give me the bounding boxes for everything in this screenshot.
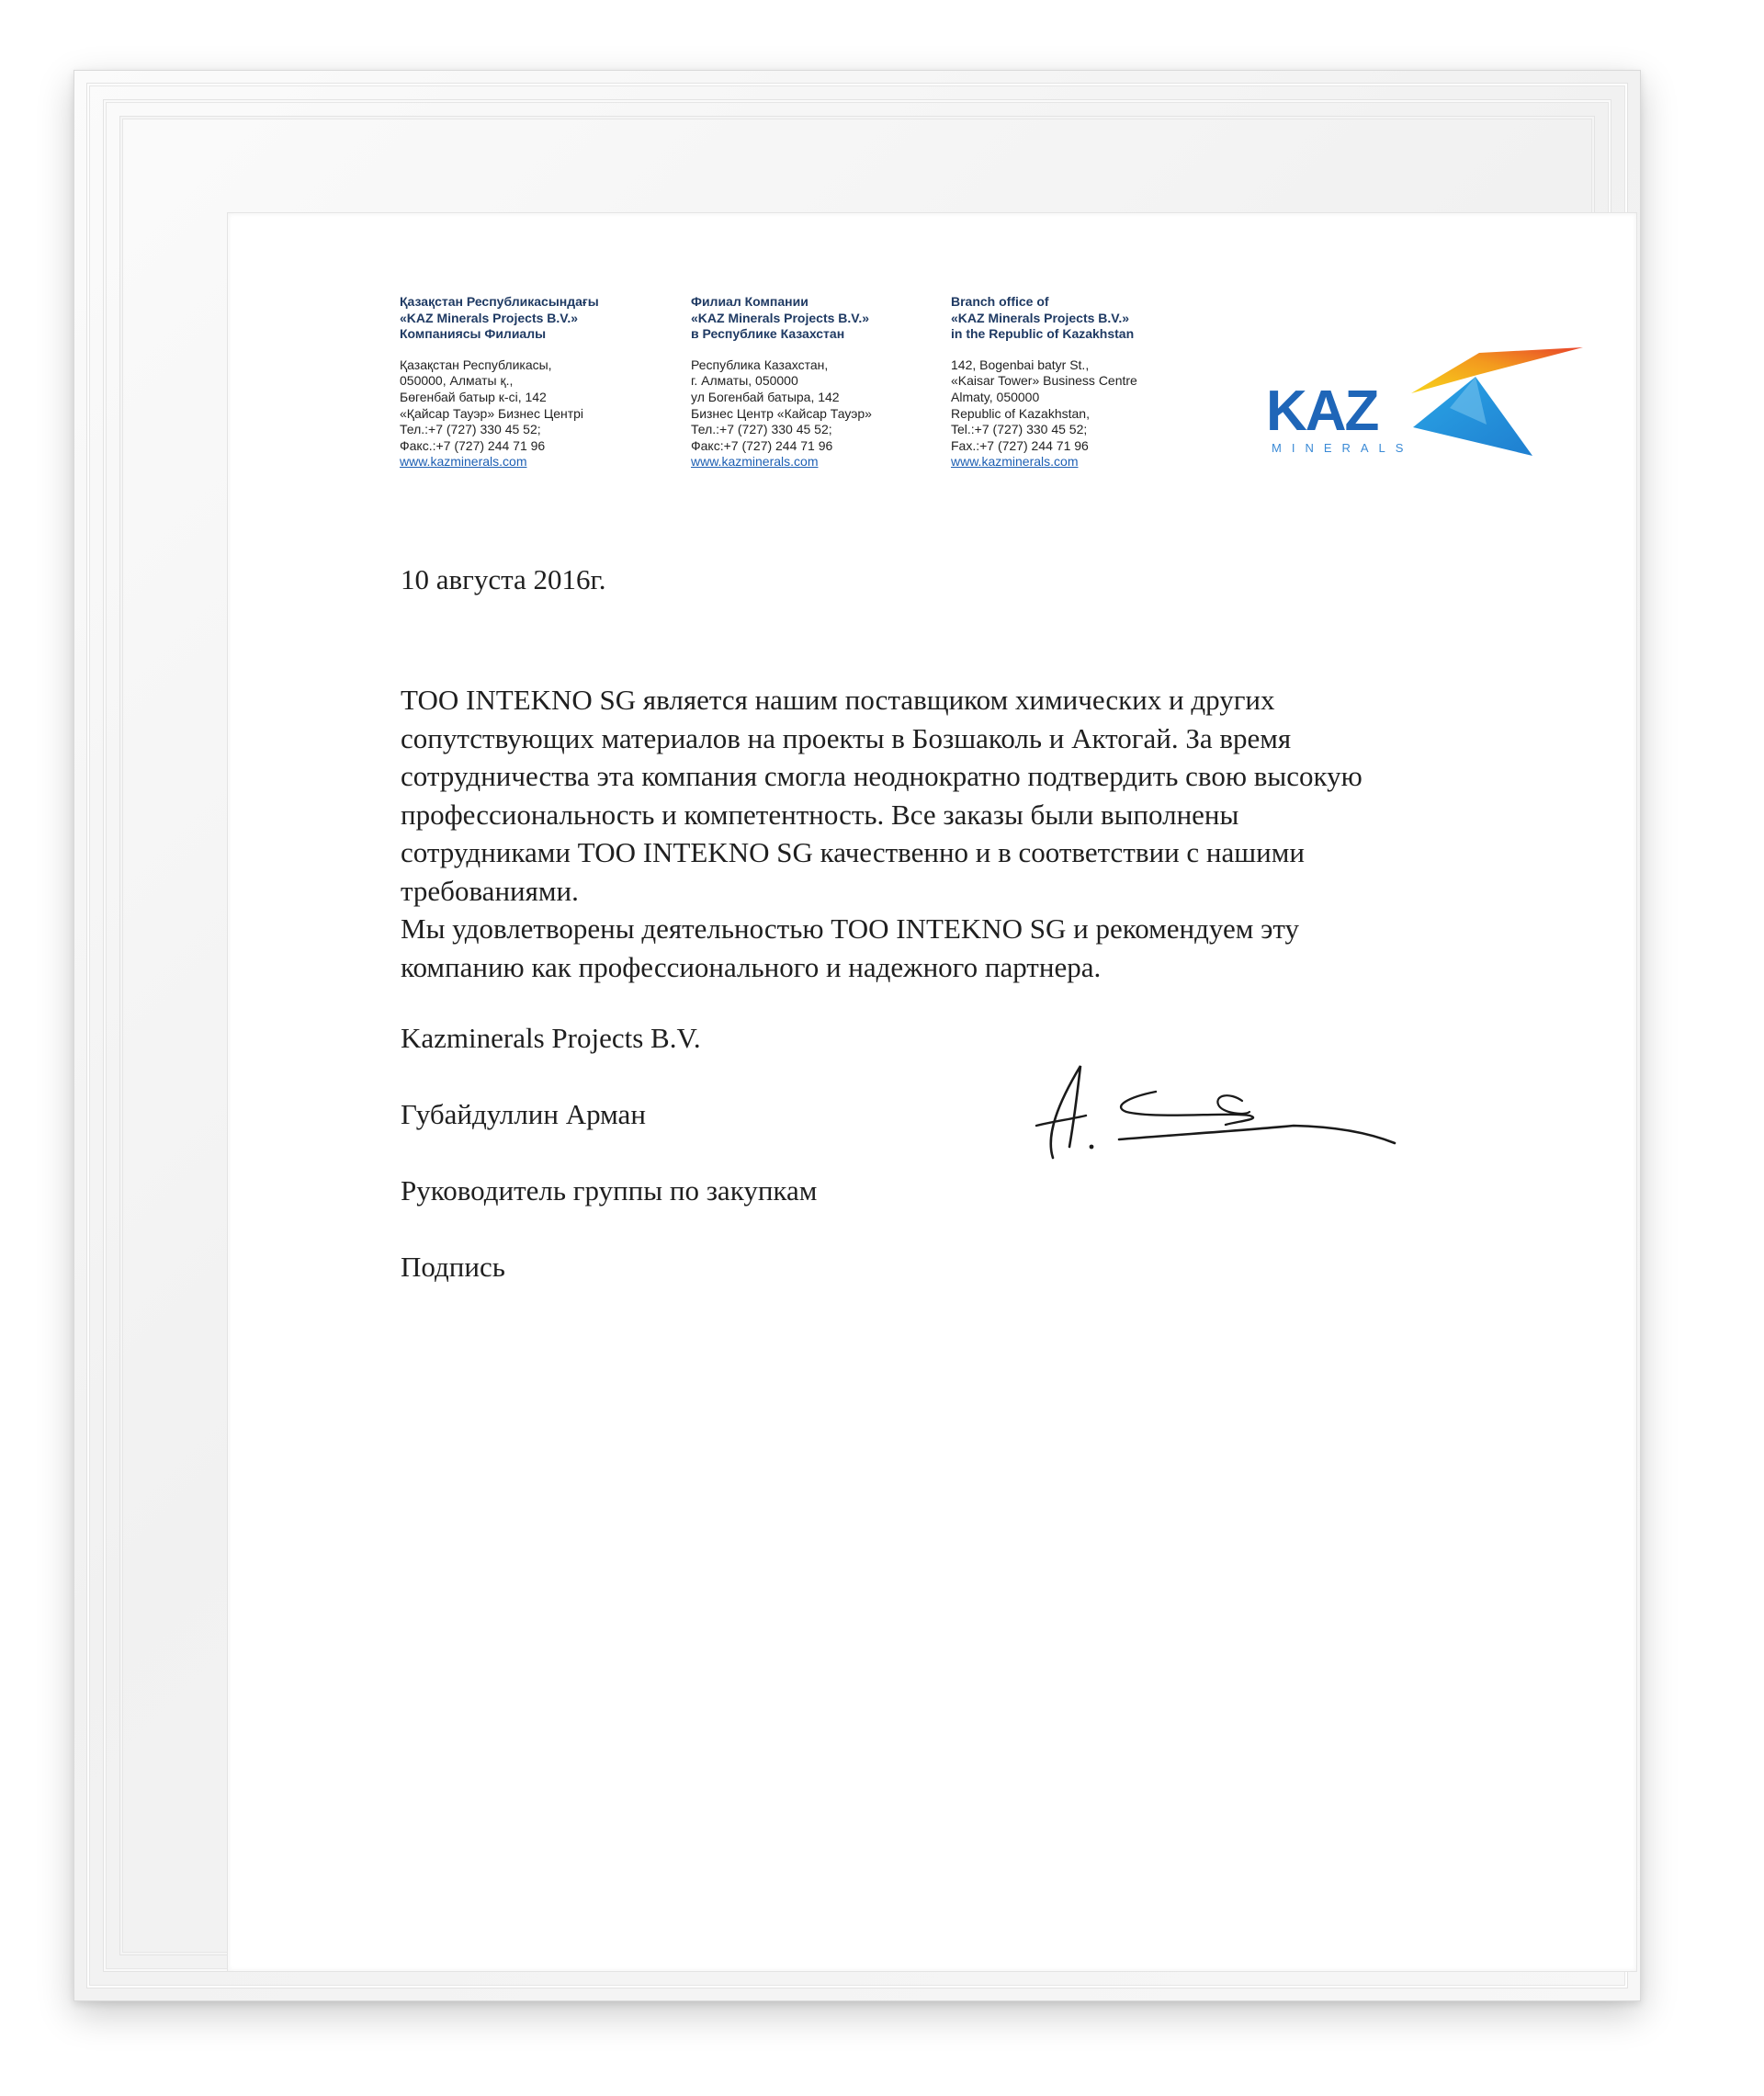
- kz-address-line: Қазақстан Республикасы,: [400, 357, 552, 372]
- signature-label: Подпись: [401, 1251, 505, 1283]
- kz-title-line: Қазақстан Республикасындағы: [400, 294, 599, 309]
- kz-address-line: «Қайсар Тауэр» Бизнес Центрі: [400, 405, 584, 421]
- ru-address-line: Факс:+7 (727) 244 71 96: [691, 437, 833, 453]
- ru-title-line: Филиал Компании: [691, 294, 808, 309]
- body-line: требованиями.: [401, 874, 579, 907]
- en-address-line: Tel.:+7 (727) 330 45 52;: [951, 422, 1088, 437]
- kz-address-line: Бөгенбай батыр к-сі, 142: [400, 389, 547, 404]
- ru-title-line: «KAZ Minerals Projects B.V.»: [691, 310, 870, 325]
- body-line: сопутствующих материалов на проекты в Бозшаколь и Актогай. За время: [401, 721, 1292, 754]
- ru-address-line: ул Богенбай батыра, 142: [691, 389, 840, 404]
- letterhead-ru: [691, 294, 902, 470]
- kz-title-line: Компаниясы Филиалы: [400, 326, 547, 342]
- body-line: сотрудничества эта компания смогла неоднократно подтвердить свою высокую: [401, 760, 1363, 792]
- en-address-line: Almaty, 050000: [951, 389, 1040, 404]
- en-address-line: Republic of Kazakhstan,: [951, 405, 1090, 421]
- body-line: сотрудниками ТОО INTEKNO SG качественно и в соответствии с нашими: [401, 836, 1305, 868]
- logo-subtext: MINERALS: [1272, 441, 1414, 455]
- ru-title-line: в Республике Казахстан: [691, 326, 845, 342]
- ru-address-line: г. Алматы, 050000: [691, 373, 798, 389]
- ru-address-line: Бизнес Центр «Кайсар Тауэр»: [691, 405, 872, 421]
- kz-title-line: «KAZ Minerals Projects B.V.»: [400, 310, 579, 325]
- logo-text: KAZ: [1266, 380, 1378, 443]
- en-title-line: in the Republic of Kazakhstan: [951, 326, 1135, 342]
- letterhead-kz: [400, 294, 611, 470]
- en-address-line: 142, Bogenbai batyr St.,: [951, 357, 1090, 372]
- letterhead-en: [951, 294, 1190, 470]
- kz-address-line: Тел.:+7 (727) 330 45 52;: [400, 422, 541, 437]
- ru-address-line: Республика Казахстан,: [691, 357, 829, 372]
- body-line: ТОО INTEKNO SG является нашим поставщиком химических и других: [401, 684, 1275, 716]
- ru-website-link[interactable]: www.kazminerals.com: [691, 454, 819, 470]
- en-title-line: «KAZ Minerals Projects B.V.»: [951, 310, 1130, 325]
- picture-frame: [74, 70, 1641, 2001]
- en-website-link[interactable]: www.kazminerals.com: [951, 454, 1079, 470]
- handwritten-signature: [1018, 1048, 1422, 1167]
- letter-date: 10 августа 2016г.: [401, 563, 606, 595]
- kz-address-line: Факс.:+7 (727) 244 71 96: [400, 437, 546, 453]
- body-line: компанию как профессионального и надежного партнера.: [401, 950, 1102, 983]
- body-line: Мы удовлетворены деятельностью ТОО INTEKNO SG и рекомендуем эту: [401, 912, 1300, 945]
- en-address-line: «Kaisar Tower» Business Centre: [951, 373, 1137, 389]
- letter-page: [228, 213, 1636, 1971]
- ru-address-line: Тел.:+7 (727) 330 45 52;: [691, 422, 832, 437]
- en-address-line: Fax.:+7 (727) 244 71 96: [951, 437, 1089, 453]
- company-name: Kazminerals Projects B.V.: [401, 1022, 701, 1054]
- kz-address-line: 050000, Алматы қ.,: [400, 373, 514, 389]
- letter-body: [401, 681, 1595, 986]
- kaz-minerals-logo: [1266, 340, 1624, 459]
- signer-position: Руководитель группы по закупкам: [401, 1174, 818, 1207]
- en-title-line: Branch office of: [951, 294, 1049, 309]
- body-line: профессиональность и компетентность. Все заказы были выполнены: [401, 798, 1239, 831]
- signer-name: Губайдуллин Арман: [401, 1098, 646, 1130]
- kz-website-link[interactable]: www.kazminerals.com: [400, 454, 527, 470]
